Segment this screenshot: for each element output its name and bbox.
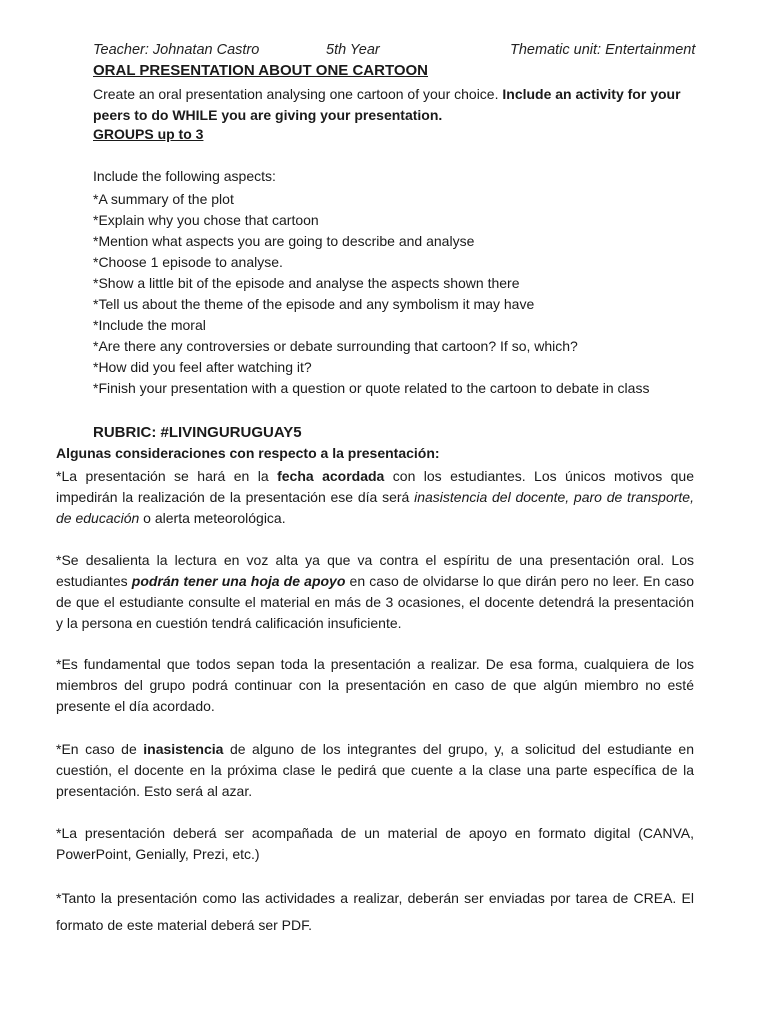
p1-text-a: *La presentación se hará en la [56, 468, 278, 484]
p4-text-a: *En caso de [56, 741, 144, 757]
aspects-title: Include the following aspects: [93, 168, 276, 184]
list-item: *Choose 1 episode to analyse. [93, 254, 283, 270]
list-item: *Show a little bit of the episode and analyse the aspects shown there [93, 275, 520, 291]
paragraph-material: *La presentación deberá ser acompañada de un material de apoyo en formato digital (CANVA, PowerPoint, Genially, Prezi, etc.) [56, 825, 694, 862]
list-item: *Finish your presentation with a question or quote related to the cartoon to debate in class [93, 380, 650, 396]
intro-paragraph [93, 84, 693, 126]
list-item: *A summary of the plot [93, 191, 234, 207]
list-item: *How did you feel after watching it? [93, 359, 312, 375]
rubric-heading: RUBRIC: #LIVINGURUGUAY5 [93, 424, 302, 441]
list-item: *Include the moral [93, 317, 206, 333]
paragraph-date [56, 466, 694, 529]
p1-text-c: con los estudiantes. Los únicos motivos que impedirán la realización de la presentación ese día será [56, 468, 694, 505]
intro-text: Create an oral presentation analysing one cartoon of your choice. [93, 86, 503, 102]
header-teacher: Teacher: Johnatan Castro [93, 42, 260, 58]
list-item: *Mention what aspects you are going to describe and analyse [93, 233, 475, 249]
p1-bold: fecha acordada [277, 468, 385, 484]
document-title: ORAL PRESENTATION ABOUT ONE CARTOON [93, 62, 429, 79]
paragraph-submission: *Tanto la presentación como las actividades a realizar, deberán ser enviadas por tarea de CREA. El formato de este material deberá ser PDF. [56, 890, 694, 933]
header-year: 5th Year [326, 42, 380, 58]
list-item: *Tell us about the theme of the episode and any symbolism it may have [93, 296, 535, 312]
p1-italic: inasistencia del docente, paro de transporte, de educación [56, 489, 694, 526]
list-item: *Are there any controversies or debate surrounding that cartoon? If so, which? [93, 338, 578, 354]
paragraph-absence [56, 739, 694, 802]
p2-text-a: *Se desalienta la lectura en voz alta ya que va contra el espíritu de una presentación oral. Los estudiantes [56, 552, 694, 589]
paragraph-knowledge: *Es fundamental que todos sepan toda la presentación a realizar. De esa forma, cualquiera de los miembros del grupo podrá continuar con la presentación en caso de que algún miembro no esté presente el día acordado. [56, 656, 694, 714]
p4-text-c: de alguno de los integrantes del grupo, y, a solicitud del estudiante en cuestión, el docente en la próxima clase le pedirá que cuente a la clase una parte específica de la presentación. Esto será al azar. [56, 741, 694, 799]
p4-bold: inasistencia [143, 741, 224, 757]
aspects-list [93, 189, 649, 399]
paragraph-reading [56, 550, 694, 634]
p2-text-c: en caso de olvidarse lo que dirán pero no leer. En caso de que el estudiante consulte el material en más de 3 ocasiones, el docente detendrá la presentación y la persona en cuestión tendrá calificación insuficiente. [56, 573, 695, 631]
groups-note: GROUPS up to 3 [93, 126, 204, 142]
p1-text-e: o alerta meteorológica. [139, 510, 286, 526]
intro-bold-text: Include an activity for your peers to do WHILE you are giving your presentation. [93, 86, 681, 123]
p2-bold-italic: podrán tener una hoja de apoyo [131, 573, 346, 589]
header-unit: Thematic unit: Entertainment [510, 42, 696, 58]
considerations-title: Algunas consideraciones con respecto a la presentación: [56, 445, 440, 461]
list-item: *Explain why you chose that cartoon [93, 212, 319, 228]
